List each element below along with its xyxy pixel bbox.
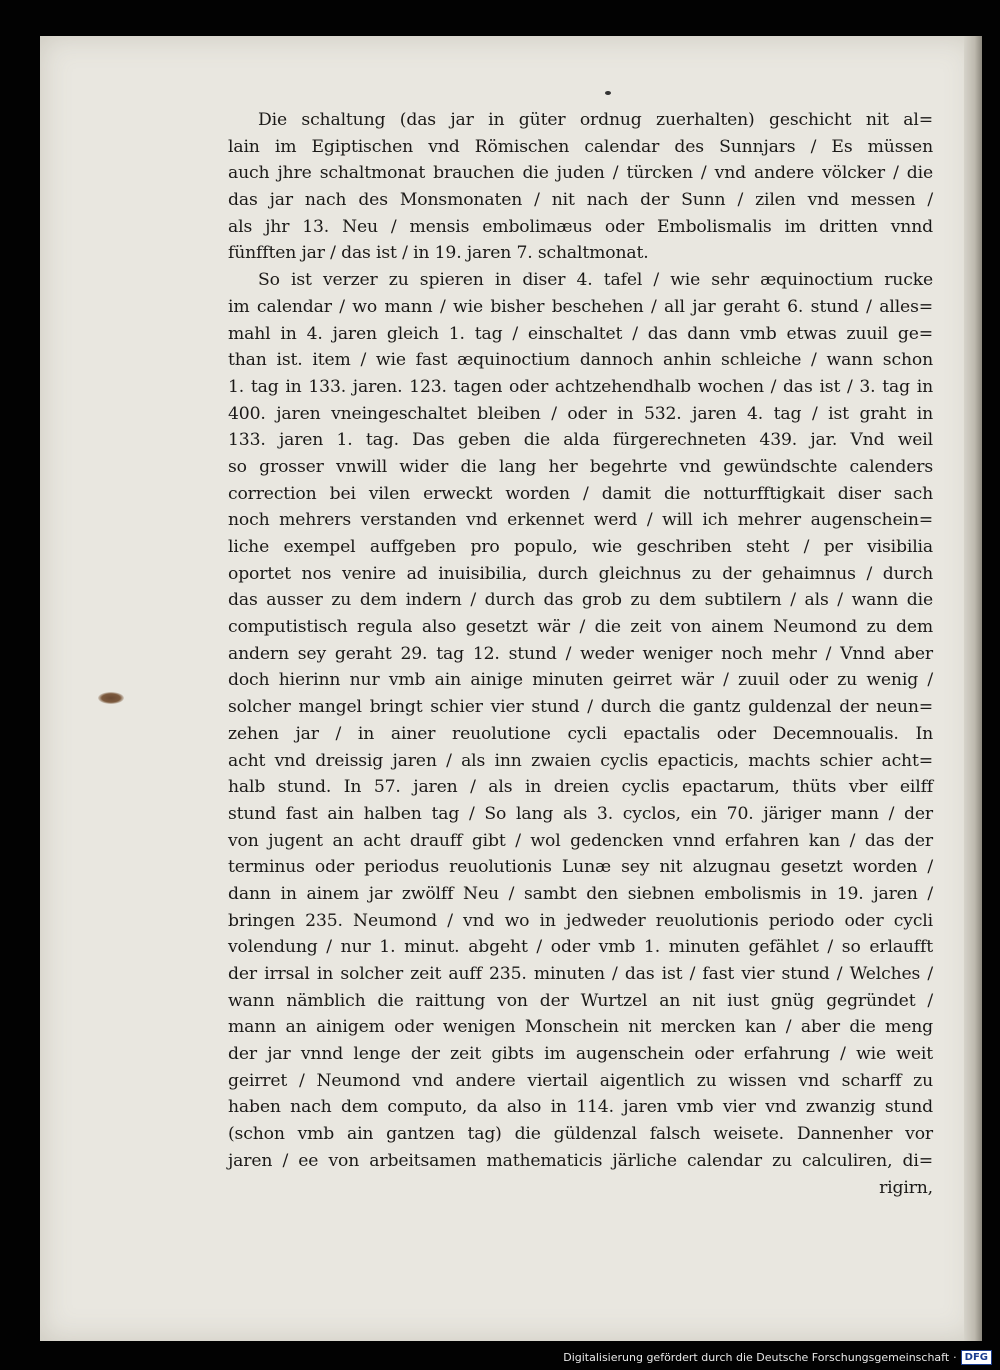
digitization-credit <box>563 1350 992 1365</box>
text-line: halb stund. In 57. jaren / als in dreien cyclis epactarum, thüts vber eilff <box>228 777 933 798</box>
text-line: noch mehrers verstanden vnd erkennet werd / will ich mehrer augenschein= <box>228 510 933 531</box>
text-line: lain im Egiptischen vnd Römischen calendar des Sunnjars / Es müssen <box>228 136 933 157</box>
credit-text: Digitalisierung gefördert durch die Deutsche Forschungsgemeinschaft <box>563 1351 950 1364</box>
text-line: stund fast ain halben tag / So lang als 3. cyclos, ein 70. järiger mann / der <box>228 803 933 824</box>
text-line: von jugent an acht drauff gibt / wol gedencken vnnd erfahren kan / das der <box>228 830 933 851</box>
text-line: doch hierinn nur vmb ain ainige minuten geirret wär / zuuil oder zu wenig / <box>228 670 933 691</box>
text-line: 1. tag in 133. jaren. 123. tagen oder achtzehendhalb wochen / das ist / 3. tag in <box>228 376 933 397</box>
text-line: der irrsal in solcher zeit auff 235. minuten / das ist / fast vier stund / Welches / <box>228 964 933 984</box>
text-line: solcher mangel bringt schier vier stund / durch die gantz guldenzal der neun= <box>228 697 933 718</box>
text-line: terminus oder periodus reuolutionis Lunæ sey nit alzugnau gesetzt worden / <box>228 857 933 878</box>
text-line: mahl in 4. jaren gleich 1. tag / einschaltet / das dann vmb etwas zuuil ge= <box>228 323 933 344</box>
paper-stain <box>98 692 124 704</box>
text-line: geirret / Neumond vnd andere viertail aigentlich zu wissen vnd scharff zu <box>228 1070 933 1091</box>
text-line: das jar nach des Monsmonaten / nit nach der Sunn / zilen vnd messen / <box>228 190 933 211</box>
text-line: so grosser vnwill wider die lang her begehrte vnd gewündschte calenders <box>228 456 933 477</box>
text-line: 133. jaren 1. tag. Das geben die alda fürgerechneten 439. jar. Vnd weil <box>228 430 933 451</box>
catchword: rigirn, <box>879 1177 933 1198</box>
text-line: andern sey geraht 29. tag 12. stund / weder weniger noch mehr / Vnnd aber <box>228 643 933 664</box>
page-text <box>228 107 933 1201</box>
text-line: im calendar / wo mann / wie bisher beschehen / all jar geraht 6. stund / alles= <box>228 296 933 317</box>
text-line: volendung / nur 1. minut. abgeht / oder vmb 1. minuten gefählet / so erlaufft <box>228 937 933 958</box>
text-line: der jar vnnd lenge der zeit gibts im augenschein oder erfahrung / wie weit <box>228 1044 933 1065</box>
separator: · <box>953 1351 957 1364</box>
dfg-logo: DFG <box>961 1350 992 1365</box>
text-line: Die schaltung (das jar in güter ordnug zuerhalten) geschicht nit al= <box>258 110 933 130</box>
text-line: 400. jaren vneingeschaltet bleiben / oder in 532. jaren 4. tag / ist graht in <box>228 403 933 424</box>
ink-speck <box>605 91 611 95</box>
text-line: auch jhre schaltmonat brauchen die juden / türcken / vnd andere völcker / die <box>228 163 933 184</box>
text-line: computistisch regula also gesetzt wär / die zeit von ainem Neumond zu dem <box>228 617 933 638</box>
text-line: fünfften jar / das ist / in 19. jaren 7. schaltmonat. <box>228 243 649 264</box>
text-line: mann an ainigem oder wenigen Monschein nit mercken kan / aber die meng <box>228 1017 933 1038</box>
text-line: jaren / ee von arbeitsamen mathematicis järliche calendar zu calculiren, di= <box>228 1150 933 1171</box>
text-line: acht vnd dreissig jaren / als inn zwaien cyclis epacticis, machts schier acht= <box>228 750 933 771</box>
text-line: das ausser zu dem indern / durch das grob zu dem subtilern / als / wann die <box>228 590 933 611</box>
text-line: wann nämblich die raittung von der Wurtzel an nit iust gnüg gegründet / <box>228 990 933 1011</box>
text-line: dann in ainem jar zwölff Neu / sambt den siebnen embolismis in 19. jaren / <box>228 883 933 904</box>
text-line: als jhr 13. Neu / mensis embolimæus oder Embolismalis im dritten vnnd <box>228 216 933 237</box>
text-line: oportet nos venire ad inuisibilia, durch gleichnus zu der gehaimnus / durch <box>228 563 933 584</box>
text-line: (schon vmb ain gantzen tag) die güldenzal falsch weisete. Dannenher vor <box>228 1124 933 1145</box>
text-line: than ist. item / wie fast æquinoctium dannoch anhin schleiche / wann schon <box>228 350 933 371</box>
text-line: haben nach dem computo, da also in 114. jaren vmb vier vnd zwanzig stund <box>228 1097 933 1118</box>
text-line: So ist verzer zu spieren in diser 4. tafel / wie sehr æquinoctium rucke <box>258 270 933 291</box>
text-line: correction bei vilen erweckt worden / damit die notturfftigkait diser sach <box>228 483 933 504</box>
text-line: zehen jar / in ainer reuolutione cycli epactalis oder Decemnoualis. In <box>228 723 933 744</box>
text-line: liche exempel auffgeben pro populo, wie geschriben steht / per visibilia <box>228 537 933 557</box>
text-line: bringen 235. Neumond / vnd wo in jedweder reuolutionis periodo oder cycli <box>228 910 933 931</box>
